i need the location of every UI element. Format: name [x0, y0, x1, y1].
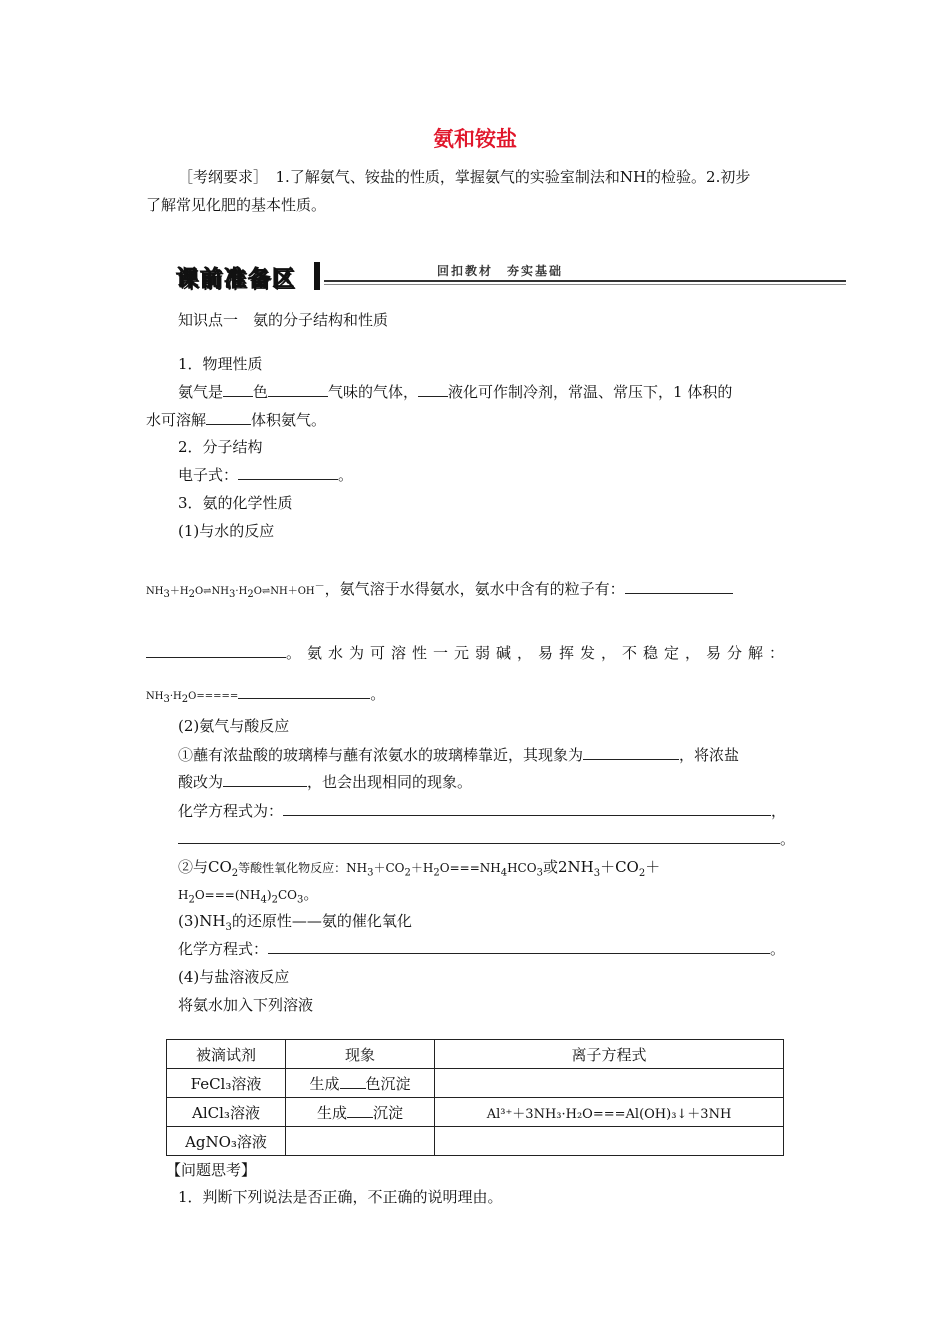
table-cell-reagent: AlCl₃溶液 [167, 1098, 286, 1127]
s3-sub2: (2)氨气与酸反应 [178, 717, 290, 735]
acid-item-1-line-2: 酸改为 ，也会出现相同的现象。 [178, 773, 473, 791]
requirements-line-2: 了解常见化肥的基本性质。 [146, 196, 327, 214]
equation-line-2: 。氨水为可溶性一元弱碱，易挥发，不稳定，易分解： [146, 643, 790, 663]
table-cell-ion-eq: Al³⁺＋3NH₃·H₂O===Al(OH)₃↓＋3NH [435, 1098, 784, 1127]
s2-heading: 2．分子结构 [178, 438, 263, 456]
knowledge-point-heading: 知识点一 氨的分子结构和性质 [178, 311, 389, 329]
s3-heading: 3．氨的化学性质 [178, 494, 293, 512]
s1-line-1: 氨气是 色 气味的气体， 液化可作制冷剂，常温、常压下，1 体积的 [178, 383, 733, 401]
s2-formula: 电子式： 。 [178, 466, 354, 484]
table-cell-phenomenon: 生成 沉淀 [286, 1098, 435, 1127]
acid-item-1-line-1: ①蘸有浓盐酸的玻璃棒与蘸有浓氨水的玻璃棒靠近，其现象为 ，将浓盐 [178, 746, 740, 764]
s3-sub3: $(3)NH_3$的还原性——氨的催化氧化 [178, 912, 412, 933]
chem-eq-line-1: 化学方程式为： ， [178, 802, 787, 820]
s3-sub4: (4)与盐溶液反应 [178, 968, 290, 986]
table-header-cell: 被滴试剂 [167, 1040, 286, 1069]
reaction-table [166, 1039, 784, 1156]
banner-rule-thin [324, 284, 846, 285]
question-header: 【问题思考】 [166, 1161, 257, 1179]
equation-line-3: $NH_3\cdot H_2O=====$ 。 [146, 685, 386, 705]
table-cell-phenomenon: 生成 色沉淀 [286, 1069, 435, 1098]
table-cell-phenomenon [286, 1127, 435, 1156]
table-row [167, 1098, 784, 1127]
acid-item-2-line-2: $H_2O===(NH_4)_2CO_3$。 [178, 885, 319, 906]
equation-formula: $NH_3+H_2O\rightleftharpoons NH_3\cdot H_2O\rightleftharpoons NH+OH^-$ [146, 581, 325, 600]
banner-label: 课前准备区 [176, 267, 297, 292]
question-1: 1．判断下列说法是否正确，不正确的说明理由。 [178, 1188, 503, 1206]
banner-subtitle: 回扣教材 夯实基础 [437, 264, 564, 278]
banner-divider [314, 262, 320, 290]
chem-eq-line-2: 。 [178, 829, 795, 849]
table-row [167, 1127, 784, 1156]
s1-heading: 1．物理性质 [178, 355, 263, 373]
requirements-line-1: ［考纲要求］ 1.了解氨气、铵盐的性质，掌握氨气的实验室制法和NH的检验。2.初步 [178, 168, 751, 186]
table-row [167, 1069, 784, 1098]
table-header-cell: 离子方程式 [435, 1040, 784, 1069]
s3-sub1: (1)与水的反应 [178, 522, 275, 540]
s1-line-2: 水可溶解 体积氨气。 [146, 411, 327, 429]
table-header-cell: 现象 [286, 1040, 435, 1069]
chem-eq-2: 化学方程式： 。 [178, 940, 786, 958]
acid-item-2-line-1: ②与$CO_2$等酸性氧化物反应：$NH_3+CO_2+H_2O===NH_4HCO_3$或$2NH_3+CO_2+$ [178, 858, 661, 879]
table-cell-ion-eq [435, 1127, 784, 1156]
banner-rule [324, 280, 846, 282]
table-cell-ion-eq [435, 1069, 784, 1098]
s3-sub4-desc: 将氨水加入下列溶液 [178, 996, 314, 1014]
page-title: 氨和铵盐 [433, 127, 517, 151]
table-cell-reagent: AgNO₃溶液 [167, 1127, 286, 1156]
equation-line-1: $NH_3+H_2O\rightleftharpoons NH_3\cdot H_2O\rightleftharpoons NH+OH^-$，氨气溶于水得氨水，氨水中含有的粒子有： [146, 579, 733, 602]
table-cell-reagent: FeCl₃溶液 [167, 1069, 286, 1098]
table-header-row [167, 1040, 784, 1069]
